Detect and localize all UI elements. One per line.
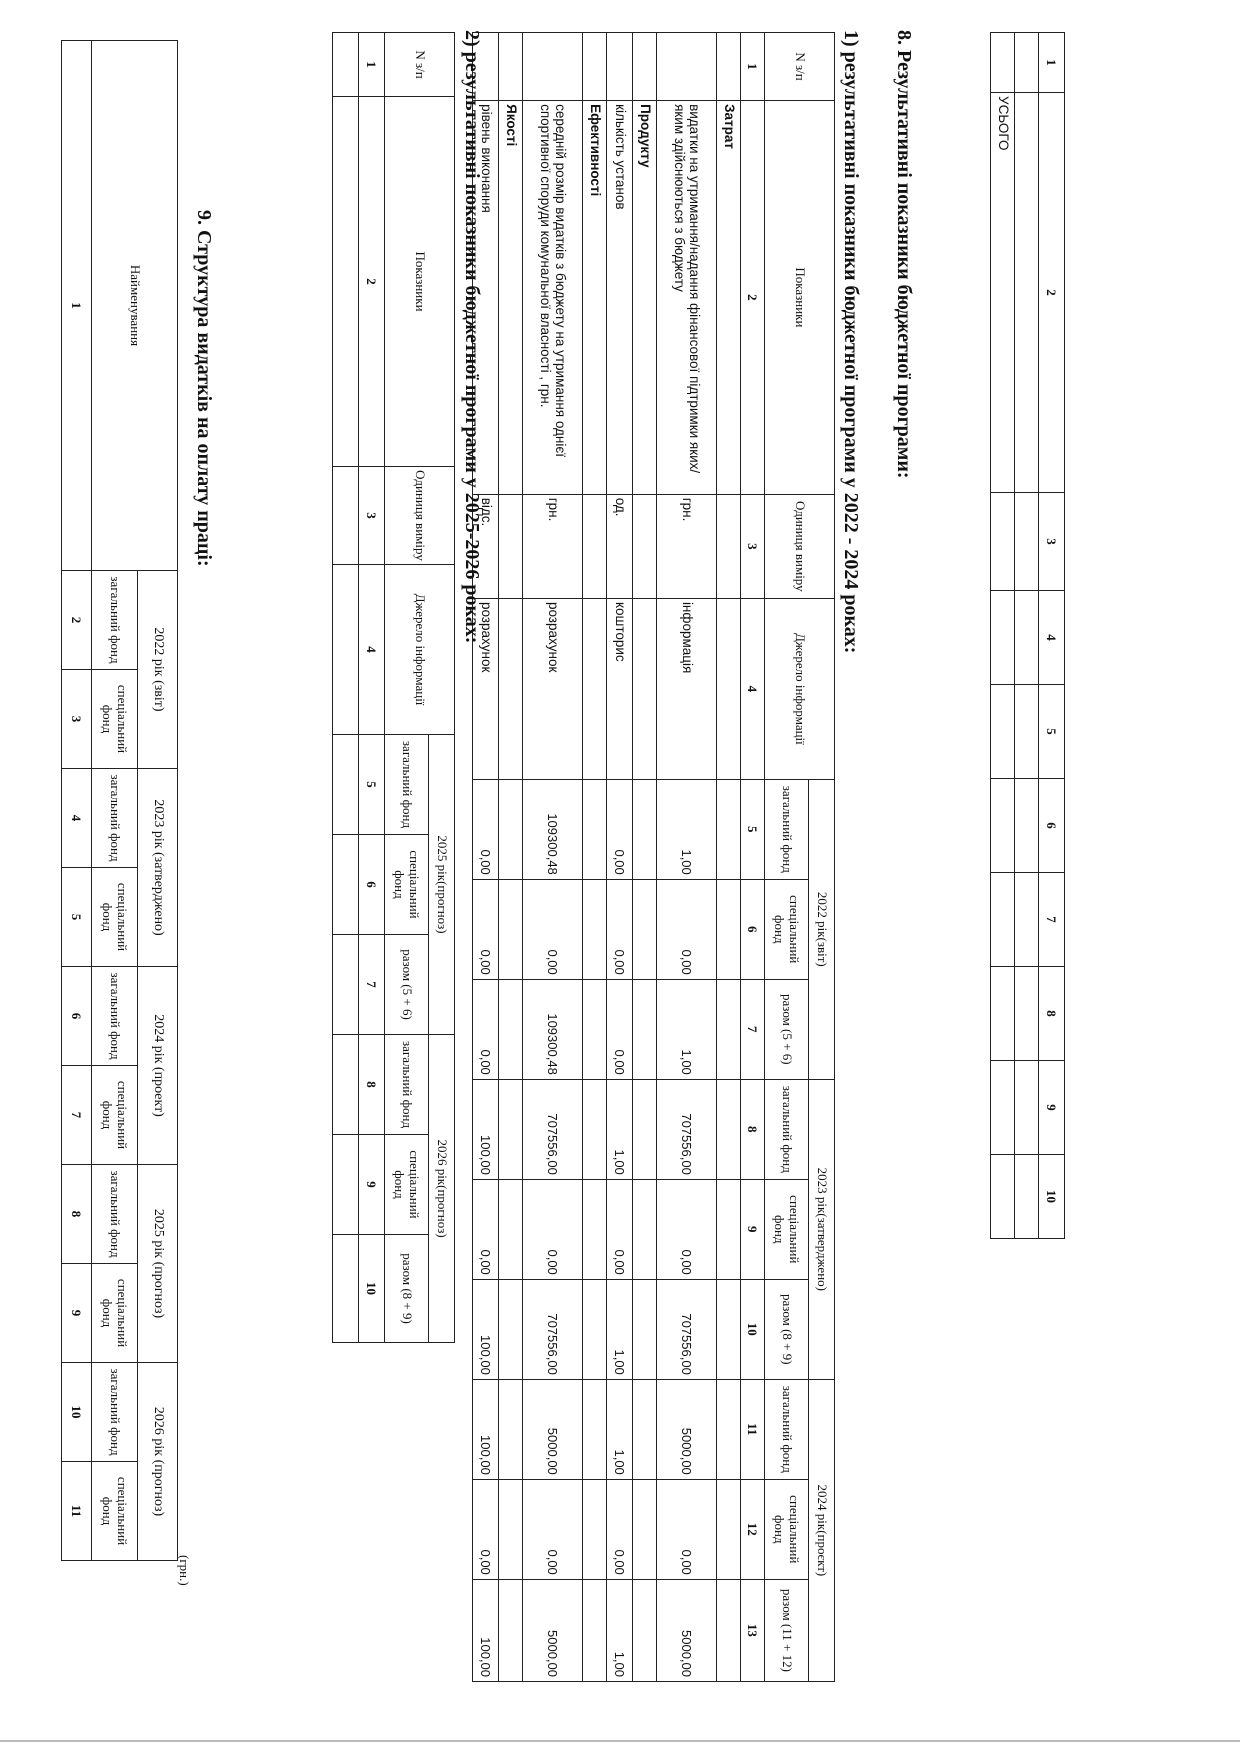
- indicator-value: 5000,00: [657, 1579, 717, 1681]
- header-source: Джерело інформації: [765, 598, 835, 779]
- unit-note: (грн.): [177, 1555, 192, 1586]
- col-number: 4: [1039, 591, 1065, 685]
- col-number: 5: [1039, 685, 1065, 779]
- indicator-value: 0,00: [523, 1179, 583, 1279]
- col-number: 10: [359, 1235, 385, 1343]
- col-number: 2: [62, 571, 92, 670]
- totals-colnumber-row: [1039, 33, 1065, 1239]
- indicator-unit: од.: [607, 494, 633, 598]
- indicator-value: 0,00: [523, 1479, 583, 1579]
- indicator-group-label: Затрат: [717, 101, 741, 495]
- col-number: 2: [1039, 93, 1065, 493]
- col-number: 2: [741, 101, 765, 495]
- col-number: 5: [62, 868, 92, 967]
- header-2025: 2025 рік (прогноз): [138, 1165, 178, 1363]
- indicator-group-label: Продукту: [633, 101, 657, 495]
- header-unit: Одиниця виміру: [385, 467, 455, 565]
- col-number: 12: [741, 1479, 765, 1579]
- indicator-value: 0,00: [473, 779, 499, 879]
- indicator-group-row: [633, 33, 657, 1682]
- indicator-value: 707556,00: [523, 1279, 583, 1379]
- header-general-fund: загальний фонд: [92, 571, 138, 670]
- col-number: 3: [62, 670, 92, 769]
- header-general-fund: загальний фонд: [765, 1079, 809, 1179]
- header-special-fund: спеціальний фонд: [92, 1264, 138, 1363]
- col-number: 3: [741, 494, 765, 598]
- header-2024: 2024 рік (проект): [138, 967, 178, 1165]
- header-n: N з/п: [765, 33, 835, 101]
- indicator-value: 5000,00: [523, 1379, 583, 1479]
- indicator-value: 109300,48: [523, 979, 583, 1079]
- indicator-source: розрахунок: [473, 598, 499, 779]
- col-number: 6: [1039, 779, 1065, 873]
- indicator-value: 100,00: [473, 1079, 499, 1179]
- header-general-fund: загальний фонд: [92, 1363, 138, 1462]
- indicator-value: 0,00: [607, 879, 633, 979]
- salary-structure-table: [61, 40, 178, 1561]
- totals-row: [991, 33, 1015, 1239]
- indicator-value: 100,00: [473, 1279, 499, 1379]
- indicator-label: середній розмір видатків з бюджету на утримання однієї спортивної споруди комунальної власності , грн.: [523, 101, 583, 495]
- col-number: 8: [62, 1165, 92, 1264]
- header-sum: разом (8 + 9): [385, 1235, 429, 1343]
- colnumber-row: [359, 33, 385, 1343]
- indicator-value: 0,00: [657, 1179, 717, 1279]
- header-general-fund: загальний фонд: [92, 1165, 138, 1264]
- indicator-source: розрахунок: [523, 598, 583, 779]
- indicators-2022-2024-table: [472, 32, 835, 1682]
- indicator-unit: грн.: [523, 494, 583, 598]
- section-9-title: 9. Структура видатків на оплату праці:: [193, 210, 215, 567]
- header-name: Найменування: [92, 41, 178, 571]
- col-number: 7: [62, 1066, 92, 1165]
- header-n: N з/п: [385, 33, 455, 97]
- header-2023: 2023 рік(затверджено): [809, 1079, 835, 1379]
- col-number: 8: [741, 1079, 765, 1179]
- col-number: 11: [741, 1379, 765, 1479]
- header-source: Джерело інформації: [385, 565, 455, 735]
- col-number: 9: [62, 1264, 92, 1363]
- colnumber-row: [741, 33, 765, 1682]
- header-indicator: Показники: [385, 97, 455, 467]
- colnumber-row: [62, 41, 92, 1561]
- indicator-source: кошторис: [607, 598, 633, 779]
- header-special-fund: спеціальний фонд: [92, 868, 138, 967]
- indicator-value: 1,00: [607, 1579, 633, 1681]
- indicator-value: 0,00: [607, 979, 633, 1079]
- col-number: 1: [359, 33, 385, 97]
- col-number: 5: [741, 779, 765, 879]
- indicator-label: рівень виконання: [473, 101, 499, 495]
- col-number: 4: [741, 598, 765, 779]
- col-number: 6: [359, 835, 385, 935]
- header-general-fund: загальний фонд: [385, 735, 429, 835]
- col-number: 1: [62, 41, 92, 571]
- indicator-value: 707556,00: [657, 1079, 717, 1179]
- col-number: 7: [741, 979, 765, 1079]
- header-general-fund: загальний фонд: [385, 1035, 429, 1135]
- indicator-value: 1,00: [607, 1079, 633, 1179]
- indicator-row: [657, 33, 717, 1682]
- header-special-fund: спеціальний фонд: [765, 1179, 809, 1279]
- page-edge-divider: [0, 1740, 1240, 1742]
- col-number: 11: [62, 1462, 92, 1561]
- indicator-value: 0,00: [607, 1479, 633, 1579]
- indicator-value: 109300,48: [523, 779, 583, 879]
- header-2026: 2026 рік (прогноз): [138, 1363, 178, 1561]
- header-sum: разом (5 + 6): [765, 979, 809, 1079]
- header-special-fund: спеціальний фонд: [385, 1135, 429, 1235]
- header-unit: Одиниця виміру: [765, 494, 835, 598]
- col-number: 2: [359, 97, 385, 467]
- header-2022: 2022 рік (звіт): [138, 571, 178, 769]
- header-2026: 2026 рік(прогноз): [429, 1035, 455, 1343]
- header-2022: 2022 рік(звіт): [809, 779, 835, 1079]
- col-number: 3: [1039, 493, 1065, 591]
- indicator-value: 0,00: [607, 779, 633, 879]
- header-special-fund: спеціальний фонд: [765, 879, 809, 979]
- indicator-value: 100,00: [473, 1579, 499, 1681]
- header-special-fund: спеціальний фонд: [385, 835, 429, 935]
- col-number: 9: [359, 1135, 385, 1235]
- header-2023: 2023 рік (затверджено): [138, 769, 178, 967]
- header-sum: разом (5 + 6): [385, 935, 429, 1035]
- indicator-value: 0,00: [607, 1179, 633, 1279]
- indicator-value: 0,00: [473, 1179, 499, 1279]
- subsection-2-title: 2) результативні показники бюджетної програми у 2025-2026 роках:: [461, 30, 483, 644]
- col-number: 9: [741, 1179, 765, 1279]
- indicator-value: 5000,00: [523, 1579, 583, 1681]
- col-number: 4: [359, 565, 385, 735]
- indicator-value: 5000,00: [657, 1379, 717, 1479]
- indicator-value: 1,00: [657, 979, 717, 1079]
- indicator-source: інформація: [657, 598, 717, 779]
- col-number: 10: [741, 1279, 765, 1379]
- indicator-value: 0,00: [473, 879, 499, 979]
- total-label: УСЬОГО: [991, 93, 1015, 493]
- col-number: 6: [62, 967, 92, 1066]
- col-number: 10: [62, 1363, 92, 1462]
- totals-table: [990, 32, 1065, 1239]
- indicator-value: 0,00: [473, 979, 499, 1079]
- header-general-fund: загальний фонд: [92, 967, 138, 1066]
- indicator-value: 0,00: [523, 879, 583, 979]
- indicator-row: [523, 33, 583, 1682]
- col-number: 3: [359, 467, 385, 565]
- header-2025: 2025 рік(прогноз): [429, 735, 455, 1035]
- col-number: 4: [62, 769, 92, 868]
- indicator-label: видатки на утримання/надання фінансової підтримки яких/яким здійснюються з бюджету: [657, 101, 717, 495]
- indicator-row: [607, 33, 633, 1682]
- header-sum: разом (8 + 9): [765, 1279, 809, 1379]
- header-general-fund: загальний фонд: [765, 1379, 809, 1479]
- col-number: 7: [359, 935, 385, 1035]
- col-number: 8: [1039, 967, 1065, 1061]
- col-number: 9: [1039, 1061, 1065, 1155]
- indicator-value: 1,00: [657, 779, 717, 879]
- indicators-2025-2026-table: [332, 32, 455, 1343]
- indicator-value: 0,00: [657, 879, 717, 979]
- col-number: 10: [1039, 1155, 1065, 1239]
- indicator-group-row: [583, 33, 607, 1682]
- col-number: 1: [741, 33, 765, 101]
- indicator-group-row: [717, 33, 741, 1682]
- indicator-value: 707556,00: [523, 1079, 583, 1179]
- indicator-unit: грн.: [657, 494, 717, 598]
- header-special-fund: спеціальний фонд: [92, 1066, 138, 1165]
- indicator-group-row: [499, 33, 523, 1682]
- col-number: 5: [359, 735, 385, 835]
- indicator-label: кількість установ: [607, 101, 633, 495]
- header-general-fund: загальний фонд: [92, 769, 138, 868]
- col-number: 7: [1039, 873, 1065, 967]
- header-special-fund: спеціальний фонд: [765, 1479, 809, 1579]
- col-number: 6: [741, 879, 765, 979]
- header-special-fund: спеціальний фонд: [92, 670, 138, 769]
- indicator-value: 0,00: [657, 1479, 717, 1579]
- indicator-unit: відс.: [473, 494, 499, 598]
- empty-row: [333, 33, 359, 1343]
- col-number: 8: [359, 1035, 385, 1135]
- indicator-value: 0,00: [473, 1479, 499, 1579]
- indicator-value: 1,00: [607, 1379, 633, 1479]
- header-2024: 2024 рік(проєкт): [809, 1379, 835, 1681]
- indicator-value: 100,00: [473, 1379, 499, 1479]
- indicator-group-label: Ефективності: [583, 101, 607, 495]
- indicator-group-label: Якості: [499, 101, 523, 495]
- indicator-value: 707556,00: [657, 1279, 717, 1379]
- indicator-value: 1,00: [607, 1279, 633, 1379]
- section-8-title: 8. Результативні показники бюджетної програми:: [893, 30, 915, 479]
- header-sum: разом (11 + 12): [765, 1579, 809, 1681]
- header-indicator: Показники: [765, 101, 835, 495]
- subsection-1-title: 1) результативні показники бюджетної програми у 2022 - 2024 роках:: [840, 30, 862, 654]
- header-general-fund: загальний фонд: [765, 779, 809, 879]
- col-number: 13: [741, 1579, 765, 1681]
- col-number: 1: [1039, 33, 1065, 93]
- header-special-fund: спеціальний фонд: [92, 1462, 138, 1561]
- totals-empty-row: [1015, 33, 1039, 1239]
